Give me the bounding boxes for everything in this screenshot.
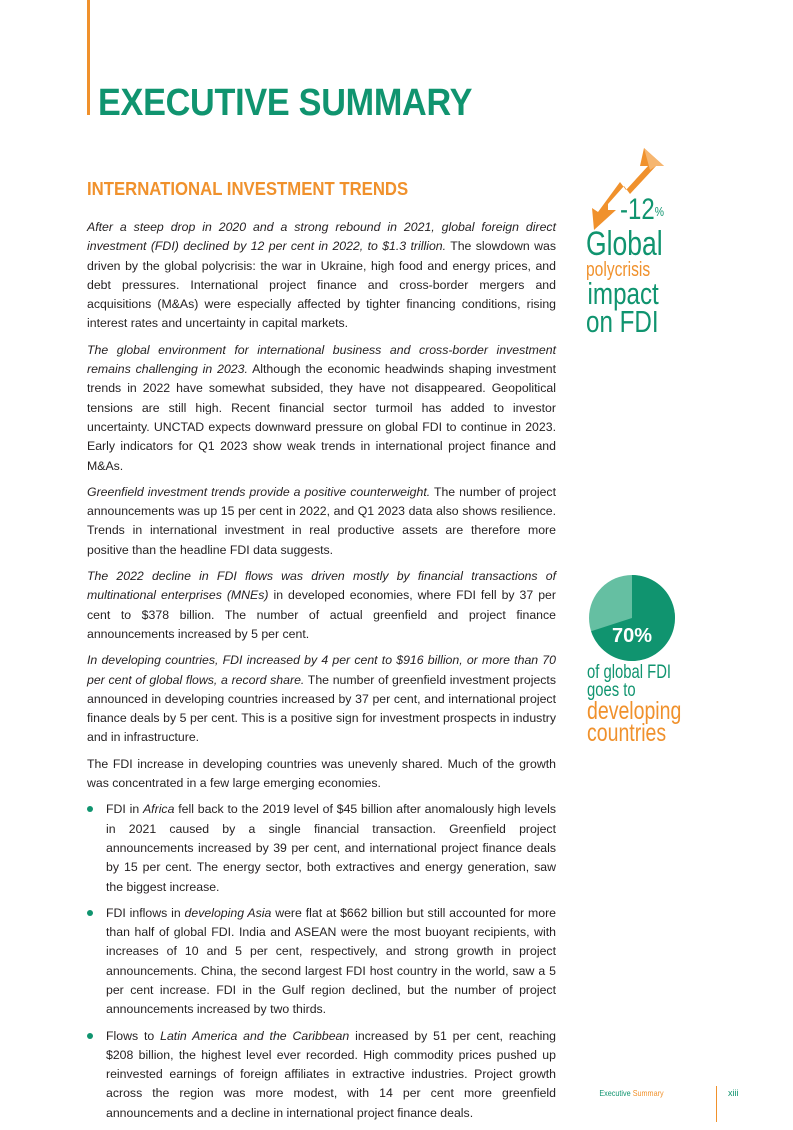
title-accent-bar [87, 0, 90, 115]
paragraph [87, 651, 556, 747]
bullet-icon [87, 806, 93, 812]
bullet-text: were flat at $662 billion but still accounted for more than half of global FDI. India and ASEAN were the most buoyant recipients, with increases of 10 and 5 per cent, respectively, and strong growth in project announcements. China, the second largest FDI host country in the world, saw a 5 per cent increase. FDI in the Gulf region declined, but the number of project announcements increased by two thirds. [106, 905, 557, 1017]
bullet-text: FDI in [106, 802, 143, 817]
pie-caption-line: countries [587, 719, 667, 747]
page-footer [600, 1086, 750, 1122]
list-item [87, 904, 556, 1020]
paragraph [87, 218, 556, 334]
paragraph-text: in developed economies, where FDI fell by 37 per cent to $378 billion. The number of actual greenfield and project finance announcements increased by 5 per cent. [87, 588, 556, 641]
developing-share-pie [589, 575, 675, 661]
page-title: EXECUTIVE SUMMARY [98, 82, 473, 124]
stat-value: -12 [620, 193, 655, 226]
bullet-text: fell back to the 2019 level of $45 billion after anomalously high levels in 2021 caused by a single financial transaction. Greenfield project announcements increased by 39 per cent, and international project finance deals by 15 per cent. The energy sector, both extractives and energy generation, saw the biggest increase. [106, 802, 557, 894]
bullet-text: FDI inflows in [106, 905, 185, 920]
pie-caption-line: developing [587, 697, 682, 725]
footer-divider [716, 1086, 717, 1122]
paragraph [87, 483, 556, 560]
region-bullet-list [87, 800, 556, 1123]
paragraph-lead: Greenfield investment trends provide a positive counterweight. [87, 484, 431, 499]
bullet-text: Flows to [106, 1028, 161, 1043]
paragraph-lead: In developing countries, FDI increased by 4 per cent to $916 billion, or more than 70 per cent of global flows, a record share. [87, 653, 556, 687]
paragraph-lead: The global environment for international business and cross-border investment remains challenging in 2023. [87, 342, 556, 377]
paragraph-text: The number of greenfield investment projects announced in developing countries increased by 37 per cent, and international project finance deals by 5 per cent. This is a positive sign for investment prospects in industry and in infrastructure. [87, 672, 556, 745]
page-number: xiii [728, 1088, 739, 1098]
bullet-icon [87, 1033, 93, 1039]
pie-caption-line: goes to [587, 680, 636, 701]
footer-section-label [600, 1088, 664, 1098]
footer-label-part: Summary [633, 1088, 664, 1098]
footer-label-part: Executive [599, 1088, 632, 1098]
paragraph-text: The FDI increase in developing countries was unevenly shared. Much of the growth was concentrated in a few large emerging economies. [87, 756, 556, 791]
pie-percent-label: 70% [612, 625, 653, 647]
bullet-icon [87, 910, 93, 916]
stat-line: impact [587, 276, 659, 311]
bullet-region: developing Asia [184, 905, 272, 920]
paragraph-lead: The 2022 decline in FDI flows was driven mostly by financial transactions of multinational enterprises (MNEs) [87, 569, 556, 603]
body-text [87, 218, 556, 1130]
bullet-region: Latin America and the Caribbean [160, 1028, 350, 1043]
pie-caption [587, 662, 697, 747]
paragraph-text: Although the economic headwinds shaping investment trends in 2022 have somewhat subsided, they have not disappeared. Geopolitical tensions are still high. Recent financial sector turmoil has added to investor uncertainty. UNCTAD expects downward pressure on global FDI to continue in 2023. Early indicators for Q1 2023 show weak trends in international project finance and M&As. [87, 362, 556, 473]
paragraph-text: The slowdown was driven by the global polycrisis: the war in Ukraine, high food and energy prices, and debt pressures. International project finance and cross-border mergers and acquisitions (M&As) were especially affected by tighter financing conditions, rising interest rates and uncertainty in capital markets. [87, 239, 556, 331]
list-item [87, 1027, 556, 1123]
stat-line: polycrisis [586, 259, 651, 281]
paragraph [87, 341, 556, 476]
paragraph [87, 567, 556, 644]
stat-line: on FDI [586, 304, 659, 339]
stat-line: Global [586, 225, 663, 263]
stat-percent [620, 194, 664, 226]
bullet-region: Africa [142, 802, 175, 817]
paragraph-lead: After a steep drop in 2020 and a strong rebound in 2021, global foreign direct investment (FDI) declined by 12 per cent in 2022, to $1.3 trillion. [87, 220, 556, 254]
stat-caption [586, 225, 696, 339]
section-heading: INTERNATIONAL INVESTMENT TRENDS [87, 179, 409, 199]
paragraph [87, 755, 556, 794]
stat-unit: % [654, 204, 664, 219]
pie-caption-line: of global FDI [587, 662, 672, 683]
bullet-text: increased by 51 per cent, reaching $208 billion, the highest level ever recorded. High commodity prices pushed up reinvested earnings of foreign affiliates in extractive industries. Project growth across the region was more modest, with 14 per cent more greenfield announcements and a decline in international project finance deals. [106, 1028, 557, 1120]
paragraph-text: The number of project announcements was up 15 per cent in 2022, and Q1 2023 data also shows resilience. Trends in international investment in real productive assets are therefore more positive than the headline FDI data suggests. [87, 484, 556, 557]
list-item [87, 800, 556, 896]
